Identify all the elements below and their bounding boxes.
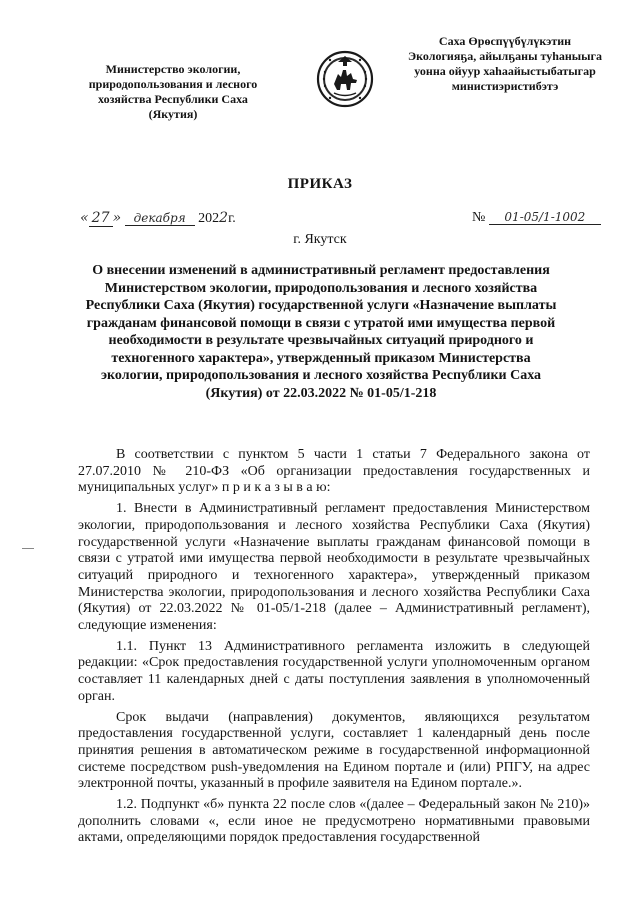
paragraph: 1.1. Пункт 13 Административного регламента изложить в следующей редакции: «Срок предоставления государственной услуги уполномоченным органом составляет 11 календарных дней с даты поступления заявления в уполномоченный орган. — [78, 638, 590, 704]
city: г. Якутск — [293, 232, 347, 247]
date-close-quote: » — [112, 210, 122, 226]
ministry-name-line: (Якутия) — [148, 107, 198, 121]
ministry-name-line: природопользования и лесного — [88, 77, 258, 91]
order-date — [80, 210, 236, 227]
number-prefix: № — [472, 210, 486, 225]
paragraph: 1. Внести в Административный регламент предоставления Министерством экологии, природопользования и лесного хозяйства Республики Саха (Якутия) государственной услуги «Назначение выплаты гражданам финансовой помощи в связи с утратой ими имущества первой необходимости в результате чрезвычайных ситуаций природного и техногенного характера», утвержденный приказом Министерства экологии, природопользования и лесного хозяйства Республики Саха (Якутия) от 22.03.2022 № 01-05/1-218 (далее – Административный регламент), следующие изменения: — [78, 501, 590, 634]
paragraph: В соответствии с пунктом 5 части 1 статьи 7 Федерального закона от 27.07.2010 № 210-ФЗ «Об организации предоставления государственных и муниципальных услуг» п р и к а з ы в а ю: — [78, 447, 590, 496]
margin-mark — [22, 548, 34, 549]
date-year: 202 — [198, 211, 220, 226]
ministry-name-sakha — [398, 34, 612, 94]
paragraph: Срок выдачи (направления) документов, являющихся результатом предоставления государственной услуги, составляет 1 календарный день после принятия решения в автоматическом режиме в государственной информационной системе посредством push-уведомления на Едином портале и (или) РПГУ, на адрес электронной почты, указанный в профиле заявителя на Едином портале.». — [78, 709, 590, 792]
date-open-quote: « — [80, 210, 89, 226]
sakha-republic-emblem-icon — [316, 46, 374, 112]
ministry-name-russian — [78, 62, 268, 122]
document-title: ПРИКАЗ — [287, 176, 353, 192]
date-suffix: г. — [228, 211, 236, 226]
order-subject: О внесении изменений в административный регламент предоставления Министерством экологии, природопользования и лесного хозяйства Республики Саха (Якутия) государственной услуги «Назначение выплаты гражданам финансовой помощи в связи с утратой ими имущества первой необходимости в результате чрезвычайных ситуаций природного и техногенного характера», утвержденный приказом Министерства экологии, природопользования и лесного хозяйства Республики Саха (Якутия) от 22.03.2022 № 01-05/1-218 — [85, 263, 557, 401]
ministry-name-line: Саха Өрөспүүбүлүкэтин — [438, 34, 572, 48]
date-month: декабря — [125, 211, 195, 226]
number-value: 01-05/1-1002 — [489, 210, 601, 225]
date-day: 27 — [89, 210, 113, 227]
ministry-name-line: хозяйства Республики Саха — [98, 92, 248, 106]
order-number — [472, 210, 601, 226]
document-body — [78, 447, 590, 850]
ministry-name-line: Министерство экологии, — [105, 62, 241, 76]
ministry-name-line: уонна ойуур хаһаайыстыбатыгар — [414, 64, 596, 78]
ministry-name-line: министиэристибэтэ — [451, 79, 559, 93]
paragraph: 1.2. Подпункт «б» пункта 22 после слов «(далее – Федеральный закон № 210)» дополнить словами «, если иное не предусмотрено нормативными правовыми актами, определяющими порядок предоставления государственной — [78, 797, 590, 846]
ministry-name-line: Экологияҕа, айылҕаны туһаныыга — [408, 49, 602, 63]
date-year-handwritten: 2 — [219, 210, 229, 226]
